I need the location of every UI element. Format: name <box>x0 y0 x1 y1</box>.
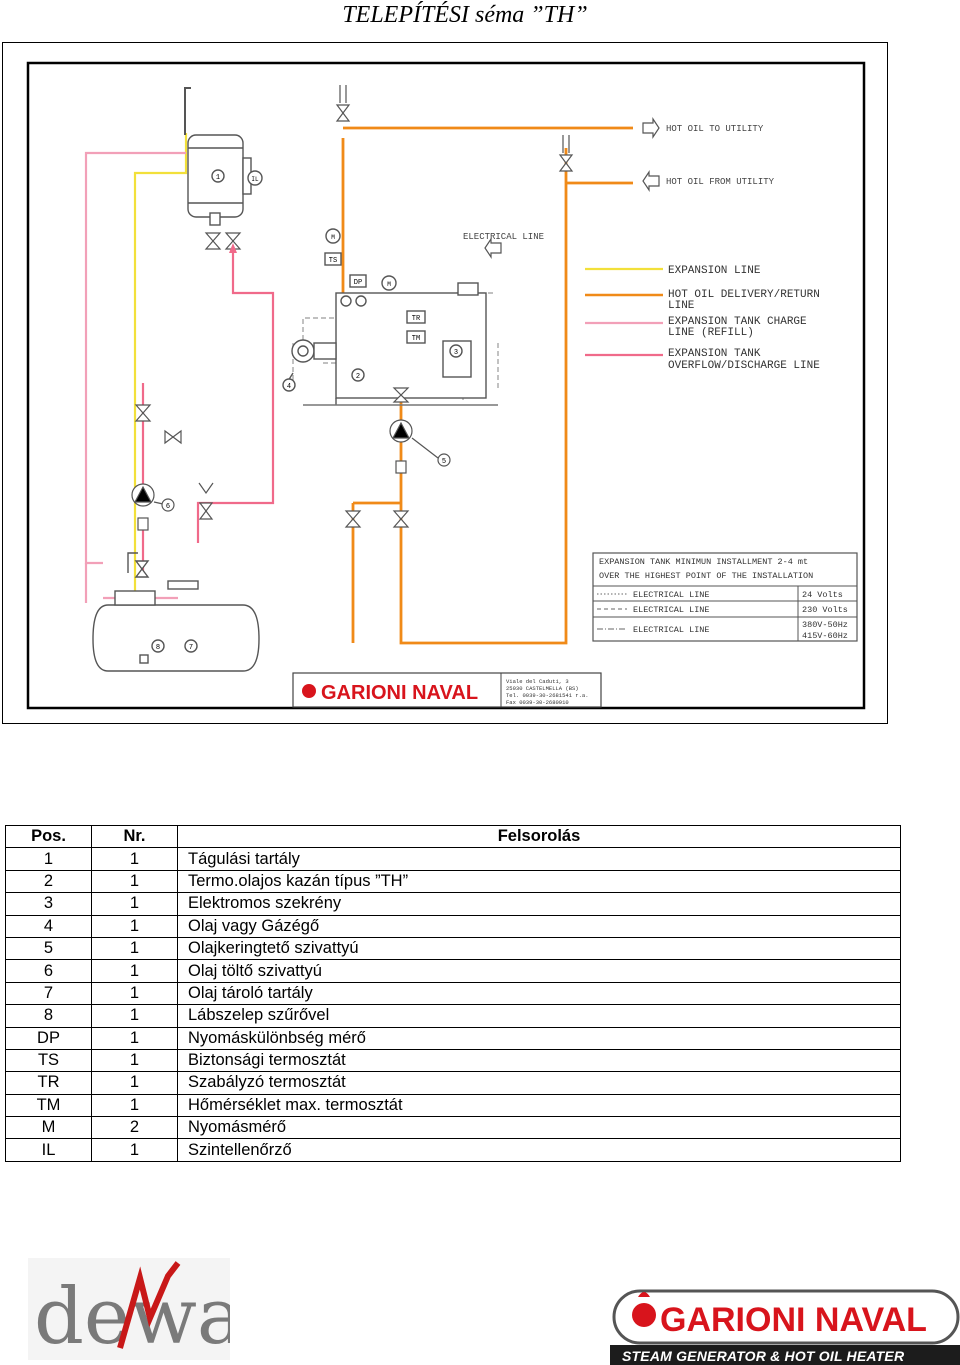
address-line-3: Tel. 0039-30-2681541 r.a. <box>506 692 589 699</box>
legend-expansion-line: EXPANSION LINE <box>668 265 761 277</box>
cell-nr: 1 <box>92 937 178 959</box>
legend-overflow-1: EXPANSION TANK <box>668 348 761 360</box>
info-box <box>593 553 857 641</box>
label-hot-oil-from-utility: HOT OIL FROM UTILITY <box>666 177 775 187</box>
legend <box>585 265 820 372</box>
tag-3: 3 <box>453 349 459 357</box>
cell-desc: Olajkeringtető szivattyú <box>178 937 901 959</box>
cell-nr: 1 <box>92 982 178 1004</box>
info-row-1-label: ELECTRICAL LINE <box>633 590 710 600</box>
cell-pos: IL <box>6 1139 92 1161</box>
table-row <box>6 937 901 959</box>
table-row <box>6 1117 901 1139</box>
tag-7: 7 <box>188 644 194 652</box>
legend-hot-oil-1: HOT OIL DELIVERY/RETURN <box>668 289 820 301</box>
garioni-logo <box>610 1285 960 1365</box>
table-row <box>6 1094 901 1116</box>
boiler <box>303 229 498 405</box>
table-row <box>6 893 901 915</box>
cell-nr: 2 <box>92 1117 178 1139</box>
tag-6: 6 <box>165 503 171 511</box>
diagram-footer <box>293 673 601 707</box>
cell-nr: 1 <box>92 1049 178 1071</box>
cell-desc: Nyomásmérő <box>178 1117 901 1139</box>
cell-nr: 1 <box>92 1005 178 1027</box>
cell-nr: 1 <box>92 915 178 937</box>
cell-pos: 2 <box>6 870 92 892</box>
tag-m-2: M <box>331 234 335 241</box>
table-header-row <box>6 826 901 848</box>
table-row <box>6 915 901 937</box>
dewa-logo <box>28 1258 230 1360</box>
table-row <box>6 848 901 870</box>
header-pos: Pos. <box>6 826 92 848</box>
cell-pos: 1 <box>6 848 92 870</box>
cell-pos: 7 <box>6 982 92 1004</box>
cell-nr: 1 <box>92 1027 178 1049</box>
cell-pos: 8 <box>6 1005 92 1027</box>
table-row <box>6 870 901 892</box>
overflow-line <box>143 243 273 573</box>
cell-desc: Tágulási tartály <box>178 848 901 870</box>
cell-desc: Olaj tároló tartály <box>178 982 901 1004</box>
cell-desc: Elektromos szekrény <box>178 893 901 915</box>
info-note-2: OVER THE HIGHEST POINT OF THE INSTALLATION <box>599 571 814 581</box>
table-row <box>6 982 901 1004</box>
valve-tank <box>206 233 240 249</box>
cell-nr: 1 <box>92 1072 178 1094</box>
info-row-3-value-1: 380V-50Hz <box>802 620 848 630</box>
cell-desc: Szintellenőrző <box>178 1139 901 1161</box>
address-line-1: Viale del Caduti, 3 <box>506 678 569 685</box>
tag-m-1: M <box>387 281 391 288</box>
info-row-2-value: 230 Volts <box>802 605 848 615</box>
circulation-pump <box>346 388 450 527</box>
vent-pipe <box>185 88 191 135</box>
label-electrical-line: ELECTRICAL LINE <box>463 232 545 242</box>
tag-8: 8 <box>155 644 161 652</box>
tag-4: 4 <box>286 383 292 391</box>
legend-tank-charge-2: LINE (REFILL) <box>668 327 754 339</box>
cell-desc: Lábszelep szűrővel <box>178 1005 901 1027</box>
cell-desc: Termo.olajos kazán típus ”TH” <box>178 870 901 892</box>
tag-tm: TM <box>411 335 421 343</box>
cell-pos: 6 <box>6 960 92 982</box>
legend-hot-oil-2: LINE <box>668 300 695 312</box>
address-line-2: 25030 CASTELMELLA (BS) <box>506 685 579 692</box>
cell-pos: TM <box>6 1094 92 1116</box>
diagram-garioni-logo: GARIONI NAVAL <box>321 682 479 704</box>
tag-il: IL <box>251 176 259 183</box>
installation-diagram <box>2 42 888 724</box>
label-hot-oil-to-utility: HOT OIL TO UTILITY <box>666 124 764 134</box>
hot-oil-valves <box>337 105 572 171</box>
cell-desc: Biztonsági termosztát <box>178 1049 901 1071</box>
tag-2: 2 <box>355 373 361 381</box>
cell-desc: Hőmérséklet max. termosztát <box>178 1094 901 1116</box>
legend-tank-charge-1: EXPANSION TANK CHARGE <box>668 316 807 328</box>
info-row-3-value-2: 415V-60Hz <box>802 631 848 641</box>
cell-pos: 4 <box>6 915 92 937</box>
parts-table <box>5 825 901 1162</box>
cell-pos: M <box>6 1117 92 1139</box>
info-row-3-label: ELECTRICAL LINE <box>633 625 710 635</box>
dewa-wordmark: dewa <box>34 1272 230 1360</box>
cell-pos: TS <box>6 1049 92 1071</box>
cell-pos: 5 <box>6 937 92 959</box>
cell-desc: Olaj vagy Gázégő <box>178 915 901 937</box>
table-row <box>6 1072 901 1094</box>
table-row <box>6 960 901 982</box>
tag-1: 1 <box>215 174 221 182</box>
cell-pos: DP <box>6 1027 92 1049</box>
tag-dp: DP <box>353 279 363 287</box>
header-nr: Nr. <box>92 826 178 848</box>
info-note-1: EXPANSION TANK MINIMUN INSTALLMENT 2-4 mt <box>599 557 809 567</box>
legend-overflow-2: OVERFLOW/DISCHARGE LINE <box>668 360 820 372</box>
table-row <box>6 1005 901 1027</box>
cell-nr: 1 <box>92 870 178 892</box>
garioni-wordmark: GARIONI NAVAL <box>660 1301 927 1339</box>
tag-tr: TR <box>411 315 421 323</box>
cell-desc: Olaj töltő szivattyú <box>178 960 901 982</box>
cell-pos: TR <box>6 1072 92 1094</box>
cell-pos: 3 <box>6 893 92 915</box>
address-line-4: Fax 0039-30-2680910 <box>506 699 569 706</box>
table-row <box>6 1049 901 1071</box>
header-desc: Felsorolás <box>178 826 901 848</box>
storage-tank <box>93 553 259 671</box>
cell-desc: Szabályzó termosztát <box>178 1072 901 1094</box>
info-row-1-value: 24 Volts <box>802 590 843 600</box>
table-row <box>6 1139 901 1161</box>
cell-nr: 1 <box>92 893 178 915</box>
cell-desc: Nyomáskülönbség mérő <box>178 1027 901 1049</box>
cell-nr: 1 <box>92 1139 178 1161</box>
tag-ts: TS <box>328 257 338 265</box>
info-row-2-label: ELECTRICAL LINE <box>633 605 710 615</box>
cell-nr: 1 <box>92 960 178 982</box>
cell-nr: 1 <box>92 848 178 870</box>
filling-pump <box>132 405 213 530</box>
page-title: TELEPÍTÉSI séma ”TH” <box>342 2 588 28</box>
tag-5: 5 <box>441 458 447 466</box>
cell-nr: 1 <box>92 1094 178 1116</box>
garioni-tagline: STEAM GENERATOR & HOT OIL HEATER <box>622 1348 905 1364</box>
table-row <box>6 1027 901 1049</box>
